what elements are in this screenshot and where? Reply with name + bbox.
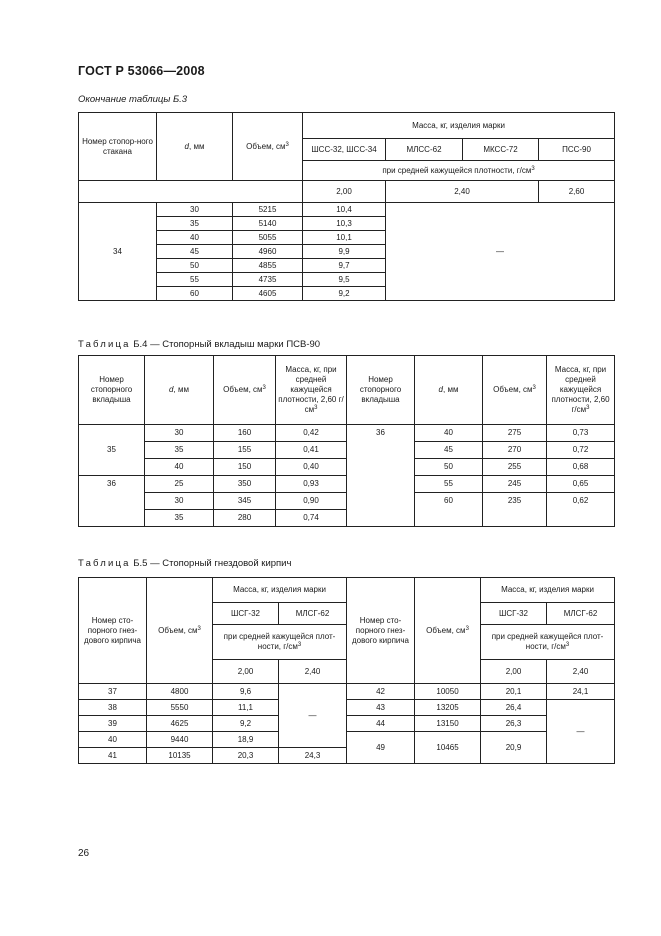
table-cell: 38 xyxy=(79,700,147,716)
table-cell: 45 xyxy=(415,442,483,459)
b5-density-2-right: 2,40 xyxy=(547,660,615,684)
table-cell-empty xyxy=(415,510,483,527)
table-cell: 10465 xyxy=(415,732,481,764)
table-cell: 30 xyxy=(145,493,214,510)
b3-density-1: 2,00 xyxy=(303,181,386,203)
table-cell: 350 xyxy=(214,476,276,493)
table-cell: 45 xyxy=(157,245,233,259)
table-cell: 10135 xyxy=(147,748,213,764)
table-cell: 4605 xyxy=(233,287,303,301)
table-cell: 30 xyxy=(145,425,214,442)
b5-density-1: 2,00 xyxy=(213,660,279,684)
b3-density-3: 2,60 xyxy=(539,181,615,203)
table-cell: 255 xyxy=(483,459,547,476)
b5-brand-1-right: ШСГ-32 xyxy=(481,603,547,625)
table-cell: 9,6 xyxy=(213,684,279,700)
table-cell: 50 xyxy=(157,259,233,273)
table-cell: 5215 xyxy=(233,203,303,217)
table-cell: 5550 xyxy=(147,700,213,716)
table-cell: 42 xyxy=(347,684,415,700)
b5-density-header-right: при средней кажущейся плот-ности, $г/см^3$ xyxy=(481,625,615,660)
table-cell-empty xyxy=(547,510,615,527)
table-cell: 44 xyxy=(347,716,415,732)
b5-header-volume-2: Объем, $см^3$ xyxy=(415,578,481,684)
table-cell: 270 xyxy=(483,442,547,459)
table-cell: 0,62 xyxy=(547,493,615,510)
b5-header-number: Номер сто-порного гнез-дового кирпича xyxy=(79,578,147,684)
b5-header-number-2: Номер сто-порного гнез-дового кирпича xyxy=(347,578,415,684)
b4-header-volume-2: Объем, $см^3$ xyxy=(483,356,547,425)
table-cell: 11,1 xyxy=(213,700,279,716)
table-cell: 4800 xyxy=(147,684,213,700)
b3-header-mass: Масса, кг, изделия марки xyxy=(303,113,615,139)
table-cell: 0,93 xyxy=(276,476,347,493)
table-cell: 0,72 xyxy=(547,442,615,459)
b3-header-volume: Объем, $см^3$ xyxy=(233,113,303,181)
table-cell: 10050 xyxy=(415,684,481,700)
table-b4 xyxy=(78,355,615,527)
table-cell: 26,3 xyxy=(481,716,547,732)
table-cell: 245 xyxy=(483,476,547,493)
table-cell: 275 xyxy=(483,425,547,442)
b4-header-mass: Масса, кг, при средней кажущейся плотности, 2,60 $г/см^3$ xyxy=(276,356,347,425)
table-cell: 4735 xyxy=(233,273,303,287)
table-cell: 280 xyxy=(214,510,276,527)
table-cell: 9,5 xyxy=(303,273,386,287)
b3-header-number: Номер стопор-ного стакана xyxy=(79,113,157,181)
b4-header-d-2: d, мм xyxy=(415,356,483,425)
table-cell: 35 xyxy=(157,217,233,231)
table-cell: 13150 xyxy=(415,716,481,732)
table-cell: 9,2 xyxy=(213,716,279,732)
b5-density-2: 2,40 xyxy=(279,660,347,684)
b3-group-number: 34 xyxy=(79,203,157,301)
b4-header-number-2: Номер стопорного вкладыша xyxy=(347,356,415,425)
table-cell: 10,3 xyxy=(303,217,386,231)
table-cell: 4855 xyxy=(233,259,303,273)
b3-brand-2: МЛСС-62 xyxy=(386,139,463,161)
table-cell: 43 xyxy=(347,700,415,716)
table-cell: 0,65 xyxy=(547,476,615,493)
table-cell: 39 xyxy=(79,716,147,732)
table-cell: 0,68 xyxy=(547,459,615,476)
table-cell: 26,4 xyxy=(481,700,547,716)
b5-header-volume: Объем, $см^3$ xyxy=(147,578,213,684)
b5-brand-1: ШСГ-32 xyxy=(213,603,279,625)
b3-dash: — xyxy=(386,203,615,301)
table-cell: 49 xyxy=(347,732,415,764)
table-cell: 155 xyxy=(214,442,276,459)
b3-density-header: при средней кажущейся плотности, $г/см^3$ xyxy=(303,161,615,181)
document-title: ГОСТ Р 53066—2008 xyxy=(78,64,205,78)
table-cell: 20,1 xyxy=(481,684,547,700)
b4-header-d: d, мм xyxy=(145,356,214,425)
table-cell: 35 xyxy=(145,442,214,459)
b4-header-number: Номер стопорного вкладыша xyxy=(79,356,145,425)
table-cell: 40 xyxy=(157,231,233,245)
table-cell: 13205 xyxy=(415,700,481,716)
table-cell: 35 xyxy=(145,510,214,527)
b3-brand-3: МКСС-72 xyxy=(463,139,539,161)
table-cell: 40 xyxy=(145,459,214,476)
table-b5 xyxy=(78,577,615,764)
b5-density-1-right: 2,00 xyxy=(481,660,547,684)
b5-header-mass-2: Масса, кг, изделия марки xyxy=(481,578,615,603)
table-cell: 10,1 xyxy=(303,231,386,245)
table-cell: 235 xyxy=(483,493,547,510)
table-cell-empty xyxy=(483,510,547,527)
table-cell: 25 xyxy=(145,476,214,493)
table-cell: 24,3 xyxy=(279,748,347,764)
table-b3-caption: Окончание таблицы Б.3 xyxy=(78,94,188,105)
table-cell: 55 xyxy=(157,273,233,287)
b4-header-volume: Объем, $см^3$ xyxy=(214,356,276,425)
table-cell: 50 xyxy=(415,459,483,476)
b5-brand-2-right: МЛСГ-62 xyxy=(547,603,615,625)
table-cell: 0,40 xyxy=(276,459,347,476)
table-cell: 150 xyxy=(214,459,276,476)
table-cell: 10,4 xyxy=(303,203,386,217)
table-cell: 60 xyxy=(415,493,483,510)
table-cell: 5055 xyxy=(233,231,303,245)
table-cell: 9,7 xyxy=(303,259,386,273)
table-cell: 4625 xyxy=(147,716,213,732)
table-cell: 9,9 xyxy=(303,245,386,259)
b4-group-number: 36 xyxy=(347,425,415,527)
table-cell: 20,3 xyxy=(213,748,279,764)
table-cell: 24,1 xyxy=(547,684,615,700)
table-cell: 9440 xyxy=(147,732,213,748)
table-cell: 0,73 xyxy=(547,425,615,442)
b3-header-blank xyxy=(79,181,303,203)
table-cell: 55 xyxy=(415,476,483,493)
b5-brand-2: МЛСГ-62 xyxy=(279,603,347,625)
table-cell: 0,42 xyxy=(276,425,347,442)
b5-header-mass: Масса, кг, изделия марки xyxy=(213,578,347,603)
table-cell: 5140 xyxy=(233,217,303,231)
b3-density-2: 2,40 xyxy=(386,181,539,203)
table-cell: 20,9 xyxy=(481,732,547,764)
table-cell: 0,74 xyxy=(276,510,347,527)
table-b4-caption: Таблица Б.4 — Стопорный вкладыш марки ПСВ-90 xyxy=(78,339,321,350)
table-b5-caption: Таблица Б.5 — Стопорный гнездовой кирпич xyxy=(78,558,292,569)
table-cell: 345 xyxy=(214,493,276,510)
table-cell: 0,41 xyxy=(276,442,347,459)
page-number: 26 xyxy=(78,848,90,859)
b4-group-number: 36 xyxy=(79,476,145,527)
table-cell: 4960 xyxy=(233,245,303,259)
table-cell: 30 xyxy=(157,203,233,217)
b3-brand-4: ПСС-90 xyxy=(539,139,615,161)
b4-group-number: 35 xyxy=(79,425,145,476)
table-cell: 160 xyxy=(214,425,276,442)
table-cell: 41 xyxy=(79,748,147,764)
table-cell: 18,9 xyxy=(213,732,279,748)
table-cell: 37 xyxy=(79,684,147,700)
table-cell: 40 xyxy=(415,425,483,442)
b3-brand-1: ШСС-32, ШСС-34 xyxy=(303,139,386,161)
table-cell: 60 xyxy=(157,287,233,301)
b5-density-header: при средней кажущейся плот-ности, $г/см^3$ xyxy=(213,625,347,660)
b3-header-d: d, мм xyxy=(157,113,233,181)
table-cell: 40 xyxy=(79,732,147,748)
b5-dash-right: — xyxy=(547,700,615,764)
b4-header-mass-2: Масса, кг, при средней кажущейся плотности, 2,60 $г/см^3$ xyxy=(547,356,615,425)
table-cell: 0,90 xyxy=(276,493,347,510)
b5-dash-left: — xyxy=(279,684,347,748)
table-b3 xyxy=(78,112,615,301)
table-cell: 9,2 xyxy=(303,287,386,301)
